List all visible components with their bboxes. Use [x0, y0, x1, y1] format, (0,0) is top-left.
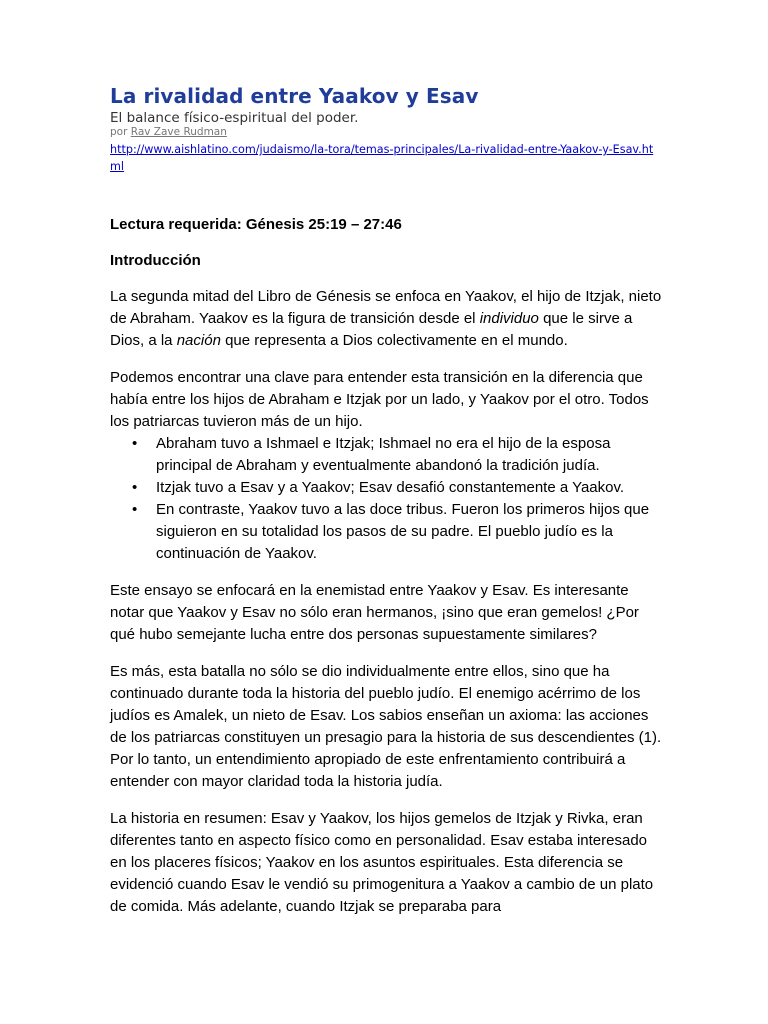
emphasis-individuo: individuo	[479, 310, 539, 327]
list-item	[132, 477, 662, 499]
paragraph-1-part-a: La segunda mitad del Libro de Génesis se enfoca en Yaakov, el hijo de Itzjak, nieto de Abraham. Yaakov es la figura de transición desde el	[110, 288, 662, 327]
list-item-text: Itzjak tuvo a Esav y a Yaakov; Esav desafió constantemente a Yaakov.	[156, 479, 625, 496]
byline-prefix: por	[110, 126, 128, 138]
bullet-icon: •	[132, 501, 138, 518]
bullet-icon: •	[132, 479, 138, 496]
paragraph-1-part-e: que representa a Dios colectivamente en el mundo.	[220, 332, 568, 349]
section-heading-intro: Introducción	[110, 252, 201, 269]
emphasis-nacion: nación	[176, 332, 221, 349]
bullet-icon: •	[132, 435, 138, 452]
list-item-text: En contraste, Yaakov tuvo a las doce tribus. Fueron los primeros hijos que siguieron en su totalidad los pasos de su padre. El pueblo judío es la continuación de Yaakov.	[156, 501, 650, 562]
page-subtitle: El balance físico-espiritual del poder.	[110, 110, 359, 126]
required-reading: Lectura requerida: Génesis 25:19 – 27:46	[110, 216, 402, 233]
page-title: La rivalidad entre Yaakov y Esav	[110, 84, 479, 108]
list-item	[132, 433, 662, 477]
paragraph-3: Este ensayo se enfocará en la enemistad entre Yaakov y Esav. Es interesante notar que Yaakov y Esav no sólo eran hermanos, ¡sino que eran gemelos! ¿Por qué hubo semejante lucha entre dos personas supuestamente similares?	[110, 582, 639, 643]
list-item	[132, 499, 662, 565]
paragraph-4: Es más, esta batalla no sólo se dio individualmente entre ellos, sino que ha continuado durante toda la historia del pueblo judío. El enemigo acérrimo de los judíos es Amalek, un nieto de Esav. Los sabios enseñan un axioma: las acciones de los patriarcas constituyen un presagio para la historia de sus descendientes (1). Por lo tanto, un entendimiento apropiado de este enfrentamiento contribuirá a entender con mayor claridad toda la historia judía.	[110, 663, 662, 790]
paragraph-1	[110, 286, 662, 352]
author-link[interactable]: Rav Zave Rudman	[130, 126, 227, 138]
article-body	[110, 214, 662, 933]
byline	[110, 126, 227, 138]
bullet-list	[110, 433, 662, 565]
list-item-text: Abraham tuvo a Ishmael e Itzjak; Ishmael no era el hijo de la esposa principal de Abraham y eventualmente abandonó la tradición judía.	[156, 435, 611, 474]
source-url-link[interactable]: http://www.aishlatino.com/judaismo/la-tora/temas-principales/La-rivalidad-entre-Yaakov-y-Esav.html	[110, 143, 654, 173]
paragraph-1-part-c: que le sirve a Dios, a la	[110, 310, 633, 349]
paragraph-2: Podemos encontrar una clave para entender esta transición en la diferencia que había entre los hijos de Abraham e Itzjak por un lado, y Yaakov por el otro. Todos los patriarcas tuvieron más de un hijo.	[110, 369, 649, 430]
paragraph-5: La historia en resumen: Esav y Yaakov, los hijos gemelos de Itzjak y Rivka, eran diferentes tanto en aspecto físico como en personalidad. Esav estaba interesado en los placeres físicos; Yaakov en los asuntos espirituales. Esta diferencia se evidenció cuando Esav le vendió su primogenitura a Yaakov a cambio de un plato de comida. Más adelante, cuando Itzjak se preparaba para	[110, 810, 654, 915]
